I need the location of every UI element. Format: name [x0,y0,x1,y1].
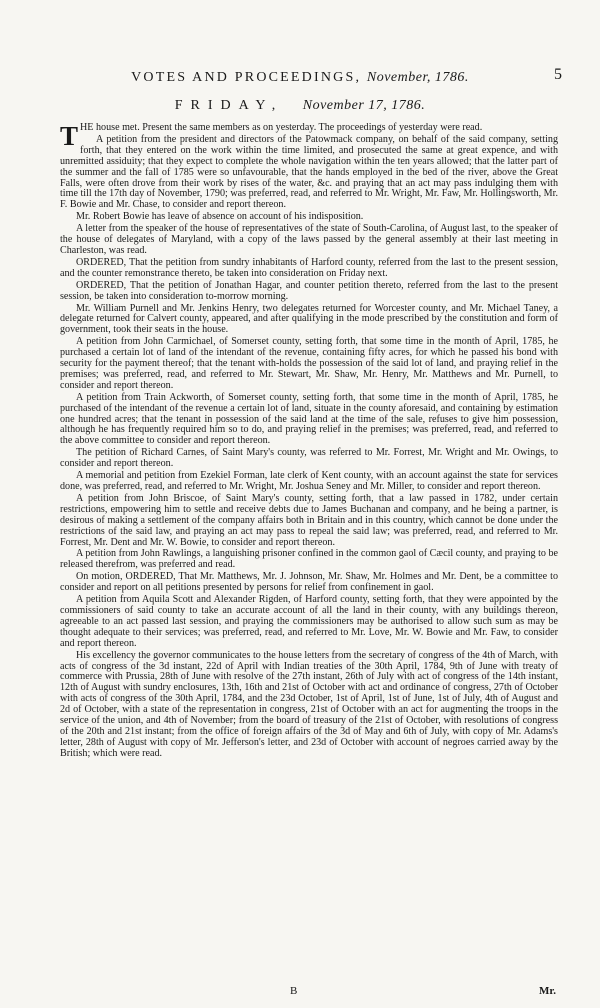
paragraph: A petition from the president and directors of the Patowmack company, on behalf of the said company, setting forth, that they entered on the work within the time limited, and prosecuted the same at great expence, and with unremitted assiduity; that they expect to complete the whole navigation within the ten years allowed; that the latter part of the summer and the fall of 1785 were so unfavourable, that the hands employed in the bed of the river, above the Great Falls, were often drove from their work by rises of the water, &c. and praying that an act may pass indulging them with time till the 17th day of November, 1790; was preferred, read, and referred to Mr. Wright, Mr. Faw, Mr. Hollingsworth, Mr. F. Bowie and Mr. Chase, to consider and report thereon. [60,133,558,211]
page-number: 5 [554,66,562,83]
day-heading-date: November 17, 1786. [302,98,426,113]
proceedings-body [60,123,558,761]
paragraph-text: HE house met. Present the same members as on yesterday. The proceedings of yesterday were read. [80,122,483,133]
day-heading [0,98,600,114]
running-head [0,70,600,86]
paragraph: ORDERED, That the petition from sundry inhabitants of Harford county, referred from the last to the present session, and the counter remonstrance thereto, be taken into consideration on Friday next. [60,256,558,279]
running-head-date: November, 1786. [366,70,469,85]
paragraph: A petition from John Carmichael, of Somerset county, setting forth, that some time in the month of April, 1785, he purchased a certain lot of land of the intendant of the revenue, containing fifty acres, for which he passed his bond with security for the payment thereof; that the tenant with-holds the possession of the said lot of land, and praying relief in the premises; was preferred, read, and referred to Mr. Stewart, Mr. Shaw, Mr. Henry, Mr. Matthews and Mr. Purnell, to consider and report thereon. [60,336,558,391]
paragraph: A petition from Aquila Scott and Alexander Rigden, of Harford county, setting forth, that they were appointed by the commissioners of said county to take an accurate account of all the land in their county, with any buildings thereon, agreeable to an act passed last session, and praying the commissioners may be authorised to allow such sum as may be thought adequate to their services; was preferred, read, and referred to Mr. Love, Mr. W. Bowie and Mr. Faw, to consider and report thereon. [60,594,558,649]
paragraph [60,121,558,151]
paragraph: ORDERED, That the petition of Jonathan Hagar, and counter petition thereto, referred from the last to the present session, be taken into consideration to-morrow morning. [60,279,558,302]
paragraph: A petition from Train Ackworth, of Somerset county, setting forth, that some time in the month of April, 1785, he purchased of the intendant of the revenue a certain lot of land, situate in the county aforesaid, and containing by estimation one hundred acres; that the tenant in possession of the said land at the time of the sale, refuses to give him possession, although he has frequently required him so to do, and praying relief in the premises; was preferred, read, and referred to the above committee to consider and report thereon. [60,391,558,447]
running-head-title: VOTES AND PROCEEDINGS, [131,70,362,85]
page-footer [0,985,600,1001]
paragraph: A petition from John Briscoe, of Saint Mary's county, setting forth, that a law passed in 1782, under certain restrictions, empowering him to settle and receive debts due to James Buchanan and company, and he being a partner, is desirous of making a settlement of the company affairs both in Britain and in this country, which cannot be done under the restrictions of the said law, and praying an act may pass to repeal the said law; was preferred, read, and referred to Mr. Forrest, Mr. Dent and Mr. W. Bowie, to consider and report thereon. [60,492,558,548]
paragraph: His excellency the governor communicates to the house letters from the secretary of congress of the 4th of March, with acts of congress of the 3d instant, 22d of April with Indian treaties of the 30th April, 1784, 9th of June with treaty of commerce with Prussia, 28th of June with resolve of the 27th instant, 26th of July with act of congress of the 14th instant, 12th of August with sundry enclosures, 13th, 16th and 21st of October with act and ordinance of congress, 27th of October with acts of congress of the 30th April, 1784, and the 23d October, 1st of April, 1st of June, 1st of July, 4th of August and 2d of October, with a state of the representation in congress, 21st of October with an act for augmenting the troops in the service of the union, and 4th of November; from the board of treasury of the 21st of October, with resolutions of congress of the 20th and 21st instant; from the office of foreign affairs of the 3d of May and 6th of July, with copy of Mr. Adams's letter, 28th of August with copy of Mr. Jefferson's letter, and 23d of October with account of negroes carried away by the British; which were read. [60,649,558,759]
paragraph: A petition from John Rawlings, a languishing prisoner confined in the common gaol of Cæcil county, and praying to be released therefrom, was preferred and read. [60,548,558,571]
paragraph: Mr. Robert Bowie has leave of absence on account of his indisposition. [76,211,364,223]
day-heading-day: FRIDAY, [174,98,284,113]
signature-mark: B [290,985,298,997]
paragraph: Mr. William Purnell and Mr. Jenkins Henry, two delegates returned for Worcester county, and Mr. Michael Taney, a delegate returned for Calvert county, appeared, and after qualifying in the mode prescribed by the constitution and form of government, took their seats in the house. [60,302,558,336]
drop-cap: T [60,121,79,151]
paragraph: A memorial and petition from Ezekiel Forman, late clerk of Kent county, with an account against the state for services done, was preferred, read, and referred to Mr. Wright, Mr. Joshua Seney and Mr. Miller, to consider and report thereon. [60,470,558,492]
paragraph: A letter from the speaker of the house of representatives of the state of South-Carolina, of August last, to the speaker of the house of delegates of Maryland, with a copy of the laws passed by the general assembly at their last meeting in Charleston, was read. [60,223,558,256]
catchword: Mr. [538,985,556,997]
paragraph: The petition of Richard Carnes, of Saint Mary's county, was referred to Mr. Forrest, Mr. Wright and Mr. Owings, to consider and report thereon. [60,447,558,470]
paragraph: On motion, ORDERED, That Mr. Matthews, Mr. J. Johnson, Mr. Shaw, Mr. Holmes and Mr. Dent, be a committee to consider and report on all petitions presented by persons for relief from confinement in gaol. [60,571,558,594]
